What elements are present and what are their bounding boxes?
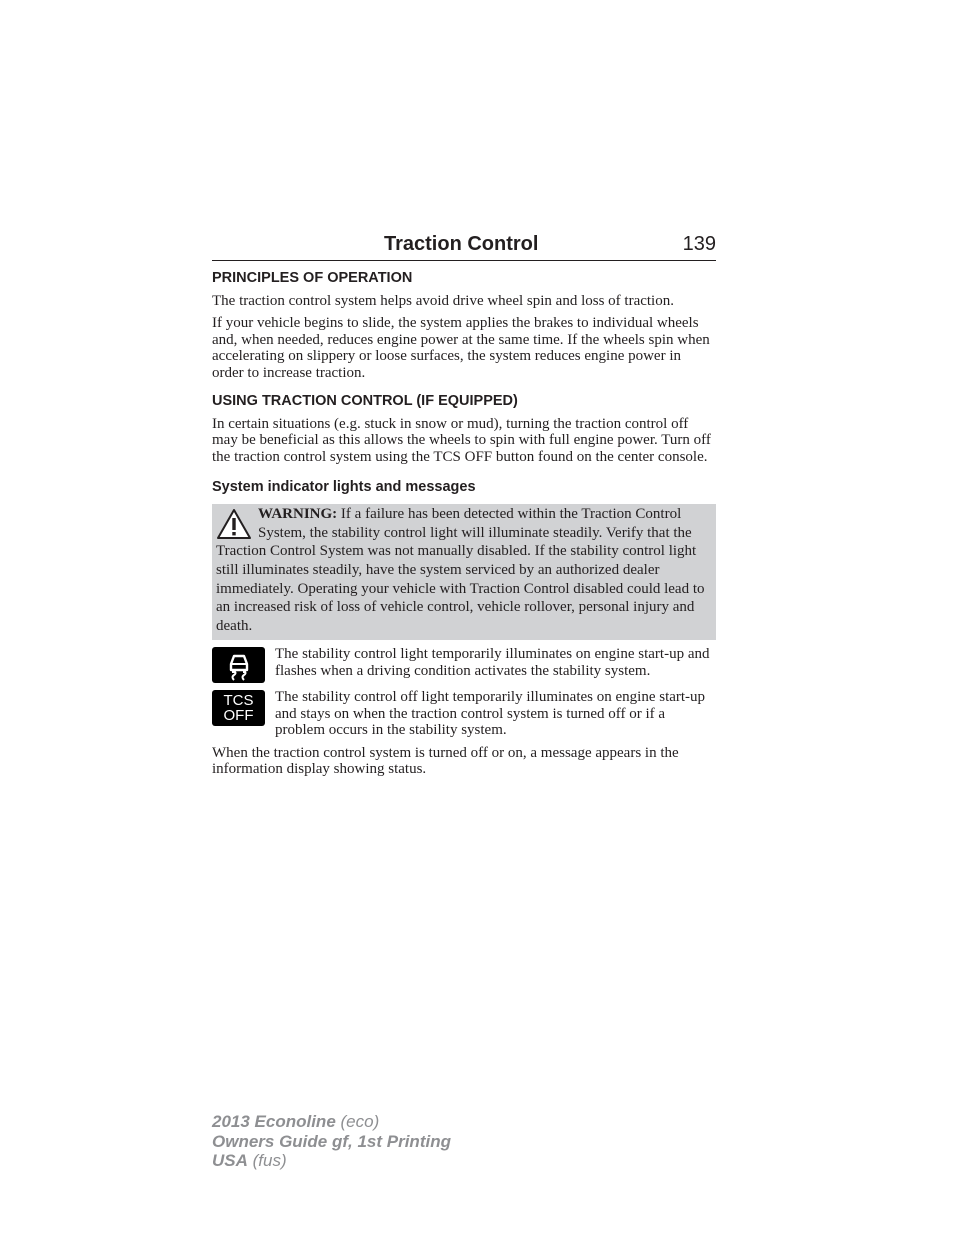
- heading-principles: PRINCIPLES OF OPERATION: [212, 270, 413, 286]
- closing-paragraph: When the traction control system is turned off or on, a message appears in the information display showing status.: [212, 744, 679, 778]
- page-number: 139: [682, 233, 716, 255]
- heading-indicator-lights: System indicator lights and messages: [212, 479, 476, 496]
- tcs-icon-line2: OFF: [223, 707, 254, 725]
- warning-text: [216, 505, 710, 635]
- tcs-off-text: The stability control off light temporarily illuminates on engine start-up and stays on when the traction control system is turned off or if a problem occurs in the stability system.: [275, 689, 706, 739]
- footer-market-code: (fus): [247, 1151, 287, 1170]
- chapter-title: Traction Control: [384, 233, 539, 255]
- heading-using-traction-control: USING TRACTION CONTROL (IF EQUIPPED): [212, 393, 518, 410]
- tcs-icon-line1: TCS: [223, 692, 254, 710]
- page-header: [212, 229, 716, 261]
- page-footer: [212, 1112, 451, 1171]
- paragraph: In certain situations (e.g. stuck in snow or mud), turning the traction control off may be beneficial as this allows the wheels to spin with full engine power. Turn off the traction control system using the TCS OFF button found on the center console.: [212, 416, 711, 465]
- tcs-off-item: [212, 689, 716, 738]
- warning-label: WARNING:: [258, 506, 338, 523]
- stability-light-item: [212, 646, 716, 683]
- footer-guide: Owners Guide gf, 1st Printing: [212, 1131, 451, 1151]
- warning-box: [212, 504, 716, 640]
- tcs-off-icon: [212, 690, 265, 726]
- paragraph: The traction control system helps avoid drive wheel spin and loss of traction.: [212, 293, 674, 309]
- paragraph: If your vehicle begins to slide, the system applies the brakes to individual wheels and, when needed, reduces engine power at the same time. If the wheels spin when accelerating on slippery or loose surfaces, the system reduces engine power in order to increase traction.: [212, 315, 710, 381]
- warning-triangle-icon: [216, 507, 252, 541]
- footer-market: USA: [212, 1151, 248, 1170]
- warning-body: If a failure has been detected within the Traction Control System, the stability control light will illuminate steadily. Verify that the Traction Control System was not manually disabled. If the stability control light still illuminates steadily, have the system serviced by an authorized dealer immediately. Operating your vehicle with Traction Control disabled could lead to an increased risk of loss of vehicle control, vehicle rollover, personal injury and death.: [216, 506, 705, 634]
- footer-model-code: (eco): [335, 1112, 380, 1131]
- manual-page: [212, 229, 716, 777]
- footer-model: 2013 Econoline: [212, 1112, 336, 1131]
- stability-light-text: The stability control light temporarily illuminates on engine start-up and flashes when a driving condition activates the stability system.: [275, 646, 710, 679]
- stability-control-icon: [212, 647, 265, 683]
